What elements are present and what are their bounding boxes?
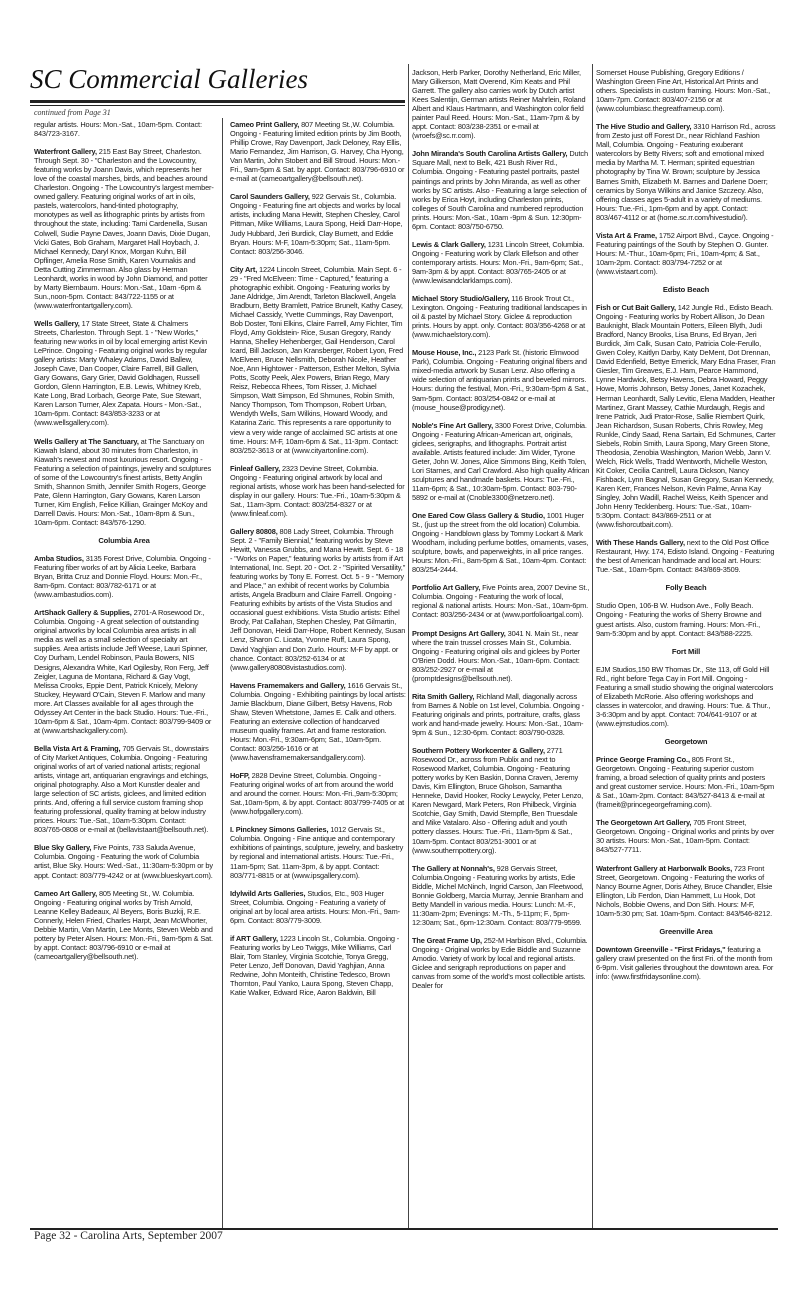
gallery-name: Lewis & Clark Gallery, [412, 239, 486, 249]
section-heading: Greenville Area [659, 926, 713, 936]
gallery-listing [596, 665, 776, 728]
gallery-description: Richland Mall, diagonally across from Barnes & Noble on 1st level, Columbia. Ongoing - Featuring originals and prints, portraiture, crafts, glass work and hand-made jewelry. Hours: Mon.-Sat., 10am-9pm & Sun., 12:30-6pm. Contact: 803/790-0328. [412, 691, 584, 737]
gallery-name: Amba Studios, [34, 554, 84, 564]
gallery-listing [596, 122, 776, 222]
column-1 [34, 120, 214, 1226]
gallery-listing [230, 934, 406, 997]
gallery-listing [412, 149, 590, 230]
gallery-name: Michael Story Studio/Gallery, [412, 294, 510, 304]
gallery-name: Fish or Cut Bait Gallery, [596, 303, 676, 313]
title-rule [30, 100, 405, 103]
column-divider [408, 64, 409, 1230]
gallery-listing [596, 231, 776, 276]
gallery-description: Studio Open, 106-B W. Hudson Ave., Folly Beach. Ongoing - Featuring the works of Sherry Browne and guest artists. Also, custom framing. Hours: Mon.-Fri., 9am-5:30pm and by appt. Contact: 843/588-2225. [596, 601, 762, 638]
gallery-name: Gallery 80808, [230, 526, 278, 536]
gallery-listing [34, 147, 214, 310]
column-divider [222, 118, 223, 1228]
gallery-listing [596, 601, 776, 637]
gallery-listing [412, 629, 590, 683]
gallery-listing [230, 825, 406, 879]
gallery-name: Wells Gallery at The Sanctuary, [34, 436, 139, 446]
gallery-name: Idylwild Arts Galleries, [230, 888, 306, 898]
gallery-description: 723 Front Street, Georgetown. Ongoing - Featuring the works of Nancy Bourne Agner, Doris Athey, Bruce Chandler, Elsie Ellington, Lib Ferdon, Dian Hammett, Lu Hook, Dot Nichols, Bobbie Owens, and Don Sith. Hours: M-F, 10am-5:30 pm; Sat. 10am-5pm. Contact: 843/546-8212. [596, 863, 773, 918]
gallery-listing [34, 744, 214, 834]
gallery-listing [412, 936, 590, 990]
gallery-listing [412, 746, 590, 855]
gallery-description: next to the Old Post Office Restaurant, Hwy. 174, Edisto Island. Ongoing - Featuring the best of American handmade and local art. Hours: Tue.-Sat., 10am-5pm. Contact: 843/869-3509. [596, 538, 775, 575]
gallery-description: 928 Gervais Street, Columbia.Ongoing - Featuring works by artists, Edie Biddle, Michel McNinch, Ingrid Carson, Jan Fleetwood, Bonnie Goldberg, Marcia Murray, Jennie Branham and Betty Mandell in various media. Hours: Lunch: M.-F., 11:30am-2pm; Evenings: M.-Th., 5-11pm; F., 5pm-12:30am; Sat., 6pm-12:30am. Contact: 803/779-9599. [412, 863, 584, 927]
gallery-listing [412, 692, 590, 737]
gallery-listing [412, 68, 590, 140]
gallery-description: 1224 Lincoln Street, Columbia. Main Sept. 6 - 29 - "Fred McElveen: Time - Captured," featuring a photographic exhibit. Ongoing - Featuring works by Jane Aldridge, Jim Arendt, Tarleton Blackwell, Angela Bradburn, Betty Bramlett, Patrice Brunelt, Kathy Casey, Michael Cassidy, Yvette Cummings, Ray Davenport, Bob Doster, Toni Elkins, Claire Farrell, Amy Fichter, Tim Floyd, Amy Goldstein- Rice, Susan Gregory, Randy Hanna, Shelley Hehenberger, Gail Henderson, Carol Icard, Bill Jackson, Jan Kransberger, Robert Lyon, Fred McElveen, Bruce Nellsmith, Deborah Nicole, Heather Noe, Ann Hightower - Patterson, Esther Melton, Sylvia Potts, Scotty Peek, Alex Powers, Brian Rego, Mary Reisz, Rebecca Rhees, Tom Risser, J. Michael Simpson, Watt Simpson, Ed Shmunes, Robin Smith, Nancy Thompson, Tom Thompson, Robert Urban, Wendyth Wells, Sam Wilkins, Howard Woody, and Katarina Zaric. This represents a rare opportunity to view a very wide range of acclaimed SC artists at one time. Hours: M-F, 10am-6pm & Sat., 11-3pm. Contact: 803/252-3613 or at (www.cityartonline.com). [230, 264, 404, 455]
gallery-description: 215 East Bay Street, Charleston. Through Sept. 30 - "Charleston and the Lowcountry, featuring works by Joann Davis, which represents her love of the coastal marshes, birds, and beaches around Charleston. Ongoing - The Lowcountry's largest member-owned gallery. Featuring original works of art in oils, pastels, watercolors, hand-tinted photography, monotypes as well as lithographic prints by artists from throughout the state, including: Tami Cardenella, Susan Colwell, Sudie Payne Daves, Joann Davis, Dixie Dugan, Vicki Gates, Bob Graham, Margaret Hall Hoybach, J. Michael Kennedy, Daryl Knox, Morgan Kuhn, Bill Opflinger, Amelia Rose Smith, Karen Vournakis and Detta Cutting Zimmerman. Also glass by Herman Leonhardt, works in wood by John Diamond, and potter by Marty Biernbaum. Hours: Mon.-Sat., 10am -6pm & Sun.,noon-5pm. Contact: 843/722-1155 or at (www.waterfrontartgallery.com). [34, 147, 214, 310]
gallery-listing [34, 554, 214, 599]
gallery-name: if ART Gallery, [230, 933, 278, 943]
gallery-listing [412, 294, 590, 339]
gallery-name: I. Pinckney Simons Galleries, [230, 825, 329, 835]
gallery-listing [596, 864, 776, 918]
section-heading: Edisto Beach [662, 284, 710, 294]
gallery-description: 2701-A Rosewood Dr., Columbia. Ongoing - A great selection of outstanding original artworks by local Columbia area artists in all media as well as a small selection of specialty art supplies. Area artists include Jeff Weese, Lauri Spinner, Coy Durham, Lendel Robinson, Paula Bowers, NIS Designs, Alexandra White, Karl Ogilesby, Ron Ferg, Jeff Zeigler, Laguna de Montana, Richard & Gay Vogt, Melissa Crooks, Eppie Dent, Patrick Knicely, Melony Stuckey, Heyward O'Cain, Steven F. Marlow and many more. Art Classes available for all ages through the Odyssey Art Center in the back Studio. Hours: Tue.-Fri., 10am-6pm & Sat., 10am-4pm. Contact: 803/799-9409 or at (www.artshackgallery.com). [34, 608, 212, 735]
gallery-listing [230, 889, 406, 925]
gallery-description: Five Points area, 2007 Devine St., Columbia. Ongoing - Featuring the work of local, regional & national artists. Hours: Mon.-Sat., 10am-6pm. Contact: 803/256-2434 or at (www.portfolioartgal.com). [412, 583, 590, 620]
column-2 [230, 120, 406, 1226]
gallery-name: Southern Pottery Workcenter & Gallery, [412, 746, 545, 756]
gallery-name: Waterfront Gallery at Harborwalk Books, [596, 863, 732, 873]
gallery-description: 17 State Street, State & Chalmers Streets, Charleston. Through Sept. 1 - "New Works," featuring new works in oil by local emerging artist Kevin LePrince. Ongoing - Featuring original works by regular gallery artists: Marty Whaley Adams, David Ballew, Joseph Cave, Dan Cooper, Claire Farrell, Bill Gallen, Gary Gowans, Gary Grier, David Goldhagen, Russell Gordon, Glenn Harrington, E.B. Lewis, Whitney Kreb, Kate Long, Brad Lorbach, George Pate, Sue Stewart, Karen Larson Turner, Alex Zapata. Hours - Mon.-Sat., 10am-6pm. Contact: 843/853-3233 or at (www.wellsgallery.com). [34, 318, 208, 428]
section-heading: Fort Mill [671, 646, 701, 656]
page-title: SC Commercial Galleries [30, 64, 308, 94]
gallery-description: 2323 Devine Street, Columbia. Ongoing - Featuring original artwork by local and regional artists, whose work has been hand-selected for display in our gallery. Hours: Tue.-Fri., 10am-5:30pm & Sat., 11am-3pm. Contact: 803/254-8327 or at (www.finleaf.com). [230, 463, 405, 518]
gallery-description: regular artists. Hours: Mon.-Sat., 10am-5pm. Contact: 843/723-3167. [34, 120, 202, 139]
section-heading: Folly Beach [665, 583, 707, 593]
gallery-description: 1231 Lincoln Street, Columbia. Ongoing - Featuring work by Clark Ellefson and other contemporary artists. Hours: Mon.-Fri., 9am-6pm; Sat., 9am-3pm & by appt. Contact: 803/765-2405 or at (www.lewisandclarklamps.com). [412, 239, 585, 285]
gallery-name: Vista Art & Frame, [596, 230, 657, 240]
gallery-description: 2123 Park St. (historic Elmwood Park), Columbia. Ongoing - Featuring original fibers and mixed-media artwork by Susan Lenz. Also offering a wide selection of antiquarian prints and beveled mirrors. Hours: during the festival, Mon.-Fri., 9:30am-5pm & Sat., 9am-5pm. Contact: 803/254-0842 or e-mail at (mouse_house@prodigy.net). [412, 348, 589, 412]
gallery-listing [230, 120, 406, 183]
gallery-name: John Miranda's South Carolina Artists Gallery, [412, 149, 568, 159]
gallery-name: Mouse House, Inc., [412, 348, 477, 358]
gallery-name: City Art, [230, 264, 258, 274]
gallery-listing [596, 68, 776, 113]
column-4 [596, 68, 776, 1226]
gallery-listing [34, 843, 214, 879]
column-3 [412, 68, 590, 1226]
gallery-listing [230, 464, 406, 518]
gallery-listing [596, 818, 776, 854]
gallery-name: One Eared Cow Glass Gallery & Studio, [412, 511, 545, 521]
gallery-name: With These Hands Gallery, [596, 538, 685, 548]
gallery-description: 922 Gervais St., Columbia. Ongoing - Featuring fine art objects and works by local artists, including Mana Hewitt, Stephen Chesley, Carol Pittman, Mike Williams, Laura Spong, Heidi Darr-Hope, Judy Hubbard, Jeri Burdick, Clay Burnett, and Eddie Bryan. Hours: M-F, 10am-5:30pm; Sat., 11am-5pm. Contact: 803/256-3046. [230, 192, 403, 256]
title-subrule [30, 105, 405, 106]
gallery-listing [412, 348, 590, 411]
gallery-listing [230, 771, 406, 816]
gallery-description: EJM Studios,150 BW Thomas Dr., Ste 113, off Gold Hill Rd., right before Tega Cay in Fort Mill. Ongoing - Featuring a small studio showing the original watercolors of Elizabeth McRorie. Also offering workshops and classes in watercolor, and drawing. Hours: Tue. & Thur., 3-6:30pm and by appt. Contact: 704/641-9107 or at (www.ejmstudios.com). [596, 664, 774, 728]
gallery-listing [596, 945, 776, 981]
gallery-listing [596, 538, 776, 574]
gallery-listing [412, 421, 590, 502]
gallery-listing [230, 681, 406, 762]
gallery-description: 2828 Devine Street, Columbia. Ongoing - Featuring original works of art from around the world and around the corner. Hours: Mon.-Fri.,9am-5:30pm; Sat.,10am-5pm, & by appt. Contact: 803/799-7405 or at (www.hofpgallery.com). [230, 771, 405, 817]
gallery-description: 1012 Gervais St., Columbia. Ongoing - Fine antique and contemporary exhibitions of paintings, sculpture, jewelry, and basketry by regional and international artists. Hours: Tue.-Fri., 11am-5pm; Sat. 11am-3pm, & by appt. Contact: 803/771-8815 or at (www.ipsgallery.com). [230, 825, 404, 880]
gallery-description: 2771 Rosewood Dr., across from Publix and next to Rosewood Market, Columbia. Ongoing - Featuring pottery works by Ken Baskin, Donna Craven, Jeremy Davis, Kim Ellington, Bruce Gholson, Samantha Henneke, David Hooker, Rocky Lewycky, Peter Lenzo, Karen Newgard, Mark Peters, Ron Philbeck, Virginia Scotchie, Gay Smith, David Stempfle, Ben Truesdale and Mike Vatalaro. Also - Offering adult and youth pottery classes. Hours: Tue.-Fri., 11am-5pm & Sat., 10am-5pm. Contact 803/251-3001 or at (www.southernpottery.org). [412, 746, 584, 855]
gallery-description: Dutch Square Mall, next to Belk, 421 Bush River Rd., Columbia. Ongoing - Featuring pastel portraits, pastel paintings and prints by John Miranda, as well as other works by SC artists. Also - Featuring a large selection of works by Erica Hoyt, including Charleston prints, colleges of South Carolina and numbered reproduction prints. Hours: Mon.-Sat., 10am -9pm & Sun. 12:30pm-6pm. Contact: 803/750-6750. [412, 149, 588, 231]
gallery-listing [596, 303, 776, 529]
gallery-description: 805 Front St., Georgetown. Ongoing - Featuring superior custom framing, a broad selection of quality prints and posters and great customer service. Hours: Mon.-Fri., 10am-5pm & Sat., 10am-2pm. Contact: 843/527-8413 & e-mail at (frameit@princegeorgeframing.com). [596, 755, 774, 810]
gallery-description: 3041 N. Main St., near where the train trussel crosses Main St., Columbia. Ongoing - Featuring original oils and giclees by Porter O'Brien Dodd. Hours: Mon.-Sat., 10am-6pm. Contact: 803/252-2927 or e-mail at (promptdesigns@bellsouth.net). [412, 628, 580, 683]
gallery-name: The Great Frame Up, [412, 935, 482, 945]
gallery-description: 116 Brook Trout Ct., Lexington. Ongoing - Featuring traditional landscapes in oil & pastel by Michael Story. Giclee & reproduction prints. Hours by appt. only. Contact: 803/356-4268 or at (www.michaelstory.com). [412, 294, 587, 340]
gallery-name: Portfolio Art Gallery, [412, 583, 481, 593]
gallery-listing [34, 608, 214, 735]
gallery-name: Waterfront Gallery, [34, 147, 97, 157]
gallery-description: 1223 Lincoln St., Columbia. Ongoing - Featuring works by Leo Twiggs, Mike Williams, Carl Blair, Tom Stanley, Virginia Scotchie, Tonya Gregg, Peter Lenzo, Jeff Donovan, David Yaghjian, Anna Redwine, John Monteith, Christine Tedesco, Brown Thornton, Paul Yanko, Laura Spong, Steven Chapp, Katie Walker, Edward Rice, Aaron Baldwin, Bill [230, 933, 400, 998]
gallery-name: Carol Saunders Gallery, [230, 192, 310, 202]
gallery-description: Studios, Etc., 903 Huger Street, Columbia. Ongoing - Featuring a variety of original art by local area artists. Hours: Mon.-Fri., 9am-6pm. Contact: 803/779-3009. [230, 888, 400, 925]
gallery-description: 705 Gervais St., downstairs of City Market Antiques, Columbia. Ongoing - Featuring original works of art of varied national artists; regional artists, vintage art, antiquarian engravings and etchings, original photography. Also a Mort Kunstler dealer and large selection of SC artists, giclees, and limited edition prints. And, offering a full service custom framing shop featuring professional, quality framing at below industry prices. Hours: Tue.-Sat., 10am-5:30pm. Contact: 803/765-0808 or e-mail at (bellavistaart@bellsouth.net). [34, 743, 209, 835]
gallery-description: 252-M Harbison Blvd., Columbia. Ongoing - Original works by Edie Biddle and Suzanne Amodio. Variety of work by local and regional artists. Giclee and serigraph reproductions on paper and canvas from some of the world's most collectible artists. Dealer for [412, 935, 588, 991]
gallery-listing [34, 319, 214, 428]
gallery-listing [34, 437, 214, 527]
gallery-description: 3310 Harrison Rd., across from Zesto just off Forest Dr., near Richland Fashion Mall, Columbia. Ongoing - Featuring exuberant watercolors by Betty Rivers; soft and emotional mixed media by Martha M. T. Herman; spirited equestrian photography by Tina W. Brown; sculpture by Jessica Barnes Smith, Elizabeth M. Barnes and Darlene Doerr; ceramics by Sonya Wilkins and Janice Szczecy. Also, offering classes ages 5-adult in a variety of mediums. Hours: Tue.-Fri., 1pm-6pm and by appt. Contact: 803/467-4112 or at (home.sc.rr.com/hivestudio/). [596, 122, 776, 222]
gallery-name: Wells Gallery, [34, 318, 80, 328]
page-footer: Page 32 - Carolina Arts, September 2007 [34, 1230, 223, 1242]
gallery-name: Rita Smith Gallery, [412, 691, 475, 701]
gallery-name: Finleaf Gallery, [230, 463, 281, 473]
gallery-listing [34, 120, 214, 138]
gallery-description: 808 Lady Street, Columbia. Through Sept. 2 - "Family Biennial," featuring works by Steve Hewitt, Vanessa Grubbs, and Mana Hewitt. Sept. 6 - 18 - "Works on Paper," featuring works by artists from if Art International, Inc. Sept. 20 - Oct. 2 - "Spirited Versatility," featuring works by Tony E. Forrest. Oct. 5 - 9 - "Memory and Place," an exhibit of recent works by Columbia artists, Angela Bradburn and Claire Farrell. Ongoing - Featuring exhibits by artists of the Vista Studios and occasional guest exhibitions. Vista Studio artists: Ethel Brody, Pat Callahan, Stephen Chesley, Pat Gilmartin, Jeff Donovan, Heidi Darr-Hope, Robert Kennedy, Susan Lenz, Sharon C. Licata, Yvonne Ruff, Laura Spong, David Yaghjian and Don Zurlo. Hours: M-F by appt. or chance. Contact: 803/252-6134 or at (www.gallery80808vistastudios.com). [230, 526, 406, 672]
gallery-description: Five Points, 733 Saluda Avenue, Columbia. Ongoing - Featuring the work of Columbia artist, Blue Sky. Hours: Wed.-Sat., 11:30am-5:30pm or by appt. Contact: 803/779-4242 or at (www.blueskyart.com). [34, 843, 213, 880]
gallery-listing [230, 265, 406, 455]
gallery-listing [230, 527, 406, 672]
section-heading: Columbia Area [98, 535, 150, 545]
gallery-name: Prompt Designs Art Gallery, [412, 628, 506, 638]
gallery-name: Havens Framemakers and Gallery, [230, 680, 346, 690]
gallery-description: 1616 Gervais St., Columbia. Ongoing - Exhibiting paintings by local artists: Jamie Blackburn, Diane Gilbert, Betsy Havens, Rob Shaw, Steven Whetstone, James E. Calk and others. Featuring an extensive collection of handcarved museum quality frames. Art and frame restoration. Hours: Mon.-Fri., 9:30am-6pm; Sat., 10am-5pm. Contact: 803/256-1616 or at (www.havensframemakersandgallery.com). [230, 680, 406, 763]
gallery-description: 142 Jungle Rd., Edisto Beach. Ongoing - Featuring works by Robert Allison, Jo Dean Bauknight, Black Mountain Potters, Eileen Blyth, Judi Bradford, Nancy Brooks, Lisa Bruns, Ed Bryan, Jeri Burdick, Jim Calk, Susan Cato, Patricia Cole-Ferullo, Gwen Coley, Kaitlyn Darby, Katy DeMent, Dot Drennan, David Edenfield, Bettye Emerick, Mary Edna Fraser, Fran Giesler, Tim Greaves, E.J. Ham, Pearce Hammond, Lynne Hardwick, Betsy Havens, Debra Howard, Peggy Howe, Morris Johnson, Betsy Jones, Janet Kozachek, Herman Leonhardt, Sally Levitic, Elena Madden, Heather Martinez, Grant Massey, Cathie Murdaugh, Regis and Irene Patrick, Judi Prator-Rose, Sallie Riembert Quirk, Jean Richardson, Susan Roberts, Chris Rowley, Meg Runkle, Cindy Saad, Rena Sartain, Ed Schmunes, Carter Siebels, Robin Smith, Laura Spong, Mary Green Stone, Theodosia, Zenobia Washington, Marion Webb, Jann V. Welch, Rick Wells, Tradd Wentworth, Michelle Weston, Kit Coker, Cecilia Cantrell, Laura Dickson, Nancy Fishback, Lynn Bagnal, Susan Gregory, Susan Kennedy, Karen Kerr, Frances Nelson, Kevin Palme, Anna Kay Singley, John Wadill, Rachel Weiss, Keith Spencer and John Henry Tecklenberg. Hours: Tue.-Sat., 10am-5:30pm. Contact: 843/869-2511 or at (www.fishorcutbait.com). [596, 303, 776, 530]
gallery-name: ArtShack Gallery & Supplies, [34, 608, 132, 618]
gallery-name: Bella Vista Art & Framing, [34, 743, 121, 753]
gallery-name: Cameo Art Gallery, [34, 888, 98, 898]
gallery-name: Blue Sky Gallery, [34, 843, 92, 853]
gallery-description: Somerset House Publishing, Gregory Editions / Washington Green Fine Art, Historical Art Prints and others. Specialists in custom framing. Hours: Mon.-Sat., 10am-7pm. Contact: 803/407-2156 or at (www.columbiasc.thegreatframeup.com). [596, 68, 770, 114]
gallery-description: featuring a gallery crawl presented on the first Fri. of the month from 6-9pm. Visit galleries throughout the downtown area. For info: (www.firstfridaysonline.com). [596, 944, 774, 981]
gallery-description: at The Sanctuary on Kiawah Island, about 30 minutes from Charleston, in Kiawah's newest and most luxurious resort. Ongoing - Featuring a selection of paintings, jewelry and sculptures of some of the Lowcountry's finest artists, Betty Anglin Smith, Shannon Smith, Jennifer Smith Rogers, George Pate, Glenn Harrington, Gary Gowans, Karen Larson Turner, Kim English, Felice Killian, Grainger McKoy and Darrell Davis. Hours: Mon.-Sat., 10am-8pm & Sun., 10am-6pm. Contact: 843/576-1290. [34, 436, 211, 527]
column-divider [592, 64, 593, 1230]
continued-note: continued from Page 31 [34, 108, 111, 117]
gallery-listing [596, 755, 776, 809]
gallery-description: 1752 Airport Blvd., Cayce. Ongoing - Featuring paintings of the South by Stephen O. Gunter. Hours: M.-Thur., 10am-6pm; Fri., 10am-4pm; & Sat., 10am-2pm. Contact: 803/794-7252 or at (www.vistaart.com). [596, 230, 774, 276]
gallery-name: Noble's Fine Art Gallery, [412, 420, 493, 430]
gallery-listing [412, 240, 590, 285]
gallery-name: HoFP, [230, 771, 250, 781]
gallery-name: Cameo Print Gallery, [230, 120, 300, 129]
gallery-name: Prince George Framing Co., [596, 755, 690, 765]
gallery-name: The Hive Studio and Gallery, [596, 122, 692, 132]
gallery-listing [230, 192, 406, 255]
gallery-description: Jackson, Herb Parker, Dorothy Netherland, Eric Miller, Mary Gilkerson, Matt Overend, Kim Keats and Phil Garrett. The gallery also carries work by Dutch artist Kees Salentijn, German artists Reiner Mahrlein, Roland Albert and Klaus Hartmann, and Washington color field painter Paul Reed. Hours: Mon.-Sat., 11am-7pm & by appt. Contact: 803/238-2351 or e-mail at (wroefs@sc.rr.com). [412, 68, 586, 141]
gallery-description: 3135 Forest Drive, Columbia. Ongoing - Featuring fiber works of art by Alicia Leeke, Barbara Bryan, Britta Cruz and Donnie Floyd. Hours: Mon.-Fr., 8am-6pm. Contact: 803/782-6171 or at (www.ambastudios.com). [34, 554, 211, 600]
gallery-listing [34, 889, 214, 961]
gallery-listing [412, 864, 590, 927]
gallery-description: 1001 Huger St., (just up the street from the old location) Columbia. Ongoing - Handblown glass by Tommy Lockart & Mark Woodham, including perfume bottles, ornaments, vases, sculpture, bowls, and paperweights, in all price ranges. Hours: Mon.-Fri., 8am-5pm & Sat., 10am-4pm. Contact: 803/254-2444. [412, 511, 589, 575]
gallery-name: The Gallery at Nonnah's, [412, 863, 495, 873]
gallery-description: 705 Front Street, Georgetown. Ongoing - Original works and prints by over 30 artists. Hours: Mon.-Sat., 10am-5pm. Contact: 843/527-7711. [596, 818, 775, 855]
gallery-listing [412, 511, 590, 574]
gallery-description: 805 Meeting St., W. Columbia. Ongoing - Featuring original works by Trish Arnold, Leanne Kelley Badeaux, Al Beyers, Boris Buzkij, R.E. Connerly, Helen Fried, Charles Harpt, Jean McWhorter, Debbie Martin, Van Martin, Lee Monts, Steven Webb and pottery by Peter Alsen. Hours: Mon.-Fri., 9am-5pm & Sat. by appt. Contact: 803/796-6910 or e-mail at (cameoartgallery@bellsouth.net). [34, 888, 213, 961]
gallery-listing [412, 583, 590, 619]
gallery-description: 807 Meeting St.,W. Columbia. Ongoing - Featuring limited edition prints by Jim Booth, Phillip Crowe, Ray Davenport, Jack Deloney, Ray Ellis, Mario Fernandez, Jim Harrison, G. Harvey, Cha Hyong, Van Martin, John Stobert and Bill Stroud. Hours: Mon.-Fri., 9am-5pm & Sat. by appt. Contact: 803/796-6910 or e-mail at (cameoartgallery@bellsouth.net). [230, 120, 405, 184]
gallery-name: Downtown Greenville - "First Fridays," [596, 944, 726, 954]
section-heading: Georgetown [664, 737, 708, 746]
gallery-name: The Georgetown Art Gallery, [596, 818, 692, 828]
gallery-description: 3300 Forest Drive, Columbia. Ongoing - Featuring African-American art, originals, giclees, serigraphs, and lithographs. Portrait artist available. Artists featured include: Jim Wider, Tyrone Geter, John W. Jones, Alice Simmons Bing, Keith Tolen, Lori Starnes, and Carl Crawford. Also high quality African sculptures and handmade baskets. Hours: Tue.-Fri., 11am-6pm; & Sat., 10:30am-5pm. Contact: 803-790-5892 or e-mail at (Cnoble3300@netzero.net). [412, 420, 590, 502]
